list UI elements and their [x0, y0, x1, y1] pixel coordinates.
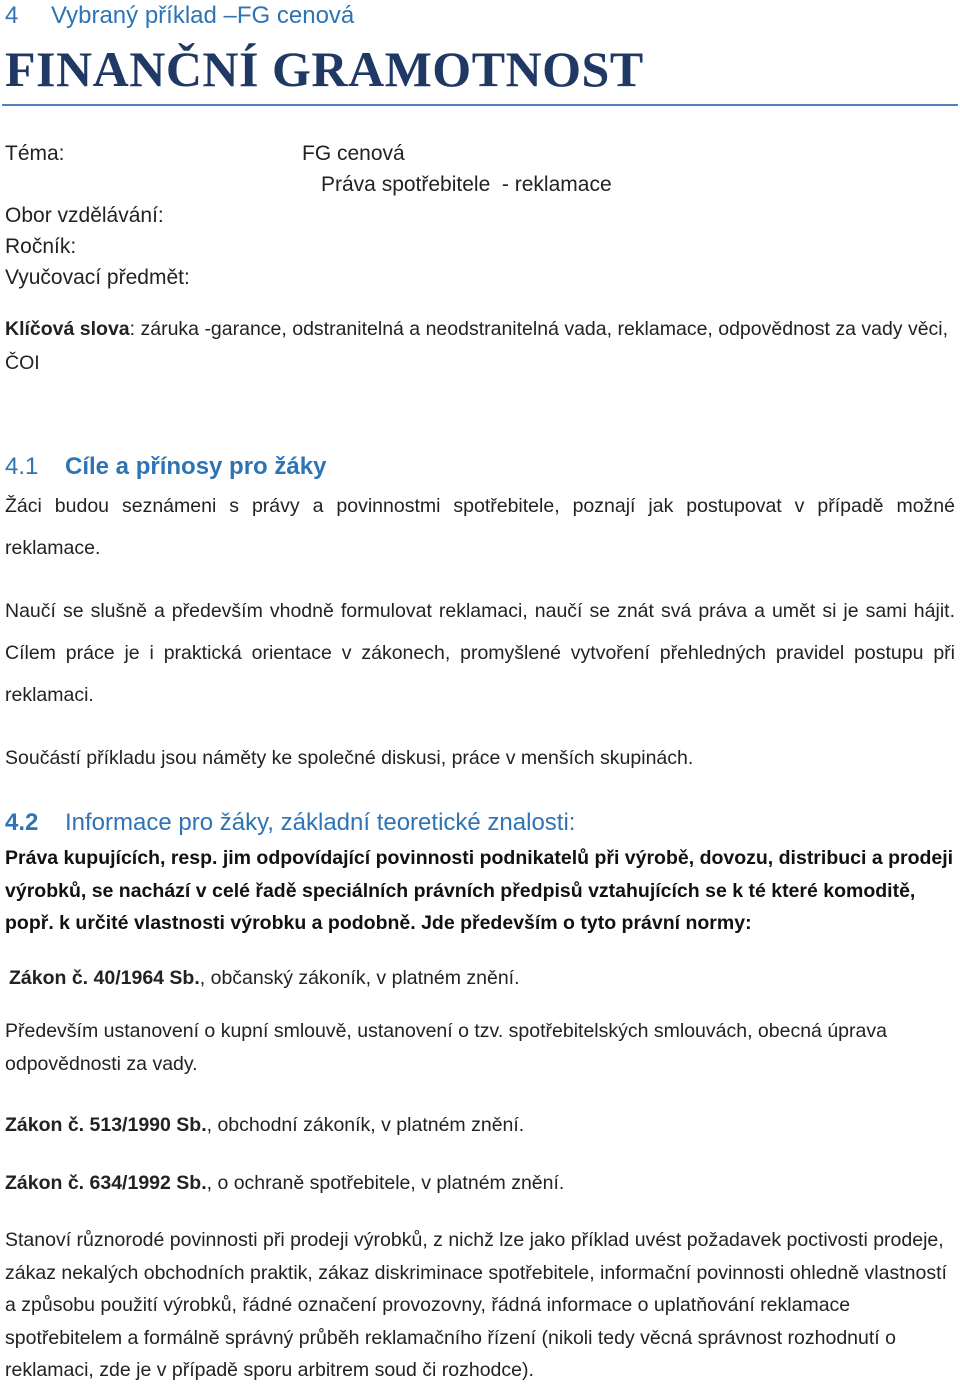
rocnik-label: Ročník: [5, 235, 77, 258]
law-3-name: Zákon č. 634/1992 Sb. [5, 1172, 207, 1194]
chapter-heading [5, 2, 354, 30]
obor-label: Obor vzdělávání: [5, 204, 164, 227]
section-1-heading [5, 453, 326, 481]
tema-label: Téma: [5, 142, 65, 165]
section-1-paragraph-1: Žáci budou seznámeni s právy a povinnostmi spotřebitele, poznají jak postupovat v případě možné reklamace. [5, 495, 955, 559]
law-1-detail: Především ustanovení o kupní smlouvě, ustanovení o tzv. spotřebitelských smlouvách, obecná úprava odpovědnosti za vady. [5, 1020, 887, 1075]
law-2-line [5, 1109, 955, 1142]
document-title: FINANČNÍ GRAMOTNOST [5, 41, 644, 97]
chapter-number: 4 [5, 2, 19, 29]
law-2-name: Zákon č. 513/1990 Sb. [5, 1114, 207, 1136]
keywords-text: : záruka -garance, odstranitelná a neodstranitelná vada, reklamace, odpovědnost za vady věci, ČOI [5, 318, 949, 374]
law-1-line [9, 962, 959, 995]
keywords-label: Klíčová slova [5, 318, 130, 340]
keywords-paragraph [5, 312, 955, 380]
title-underline [2, 104, 958, 106]
law-3-description: , o ochraně spotřebitele, v platném znění. [206, 1172, 565, 1194]
section-1-paragraph-3: Součástí příkladu jsou náměty ke společné diskusi, práce v menších skupinách. [5, 747, 694, 769]
section-2-number: 4.2 [5, 809, 39, 836]
tema-value-1: FG cenová [302, 142, 405, 165]
section-1-title: Cíle a přínosy pro žáky [65, 453, 327, 480]
law-3-line [5, 1167, 955, 1200]
law-1-description: , občanský zákoník, v platném znění. [199, 967, 520, 989]
law-3-detail: Stanoví různorodé povinnosti při prodeji výrobků, z nichž lze jako příklad uvést požadavek poctivosti prodeje, zákaz nekalých obchodních praktik, zákaz diskriminace spotřebitele, informační povinnosti ohledně vlastností a způsobu použití výrobků, řádné označení provozovny, řádná informace o uplatňování reklamace spotřebitelem a formálně správný průběh reklamačního řízení (nikoli tedy věcná správnost rozhodnutí o reklamaci, zde je v případě sporu arbitrem soud či rozhodce). [5, 1229, 947, 1381]
predmet-label: Vyučovací předmět: [5, 266, 190, 289]
section-2-heading [5, 809, 575, 837]
section-2-title: Informace pro žáky, základní teoretické znalosti: [65, 809, 576, 836]
section-2-intro: Práva kupujících, resp. jim odpovídající povinnosti podnikatelů při výrobě, dovozu, distribuci a prodeji výrobků, se nachází v celé řadě speciálních právních předpisů vztahujících se k té které komoditě, popř. k určité vlastnosti výrobku a podobně. Jde především o tyto právní normy: [5, 847, 954, 934]
section-1-number: 4.1 [5, 453, 39, 480]
law-2-description: , obchodní zákoník, v platném znění. [206, 1114, 525, 1136]
section-1-paragraph-2: Naučí se slušně a především vhodně formulovat reklamaci, naučí se znát svá práva a umět si je sami hájit. Cílem práce je i praktická orientace v zákonech, promyšlené vytvoření přehledných pravidel postupu při reklamaci. [5, 600, 955, 706]
tema-value-2: Práva spotřebitele - reklamace [321, 173, 612, 196]
chapter-title: Vybraný příklad –FG cenová [51, 2, 355, 29]
law-1-name: Zákon č. 40/1964 Sb. [9, 967, 200, 989]
